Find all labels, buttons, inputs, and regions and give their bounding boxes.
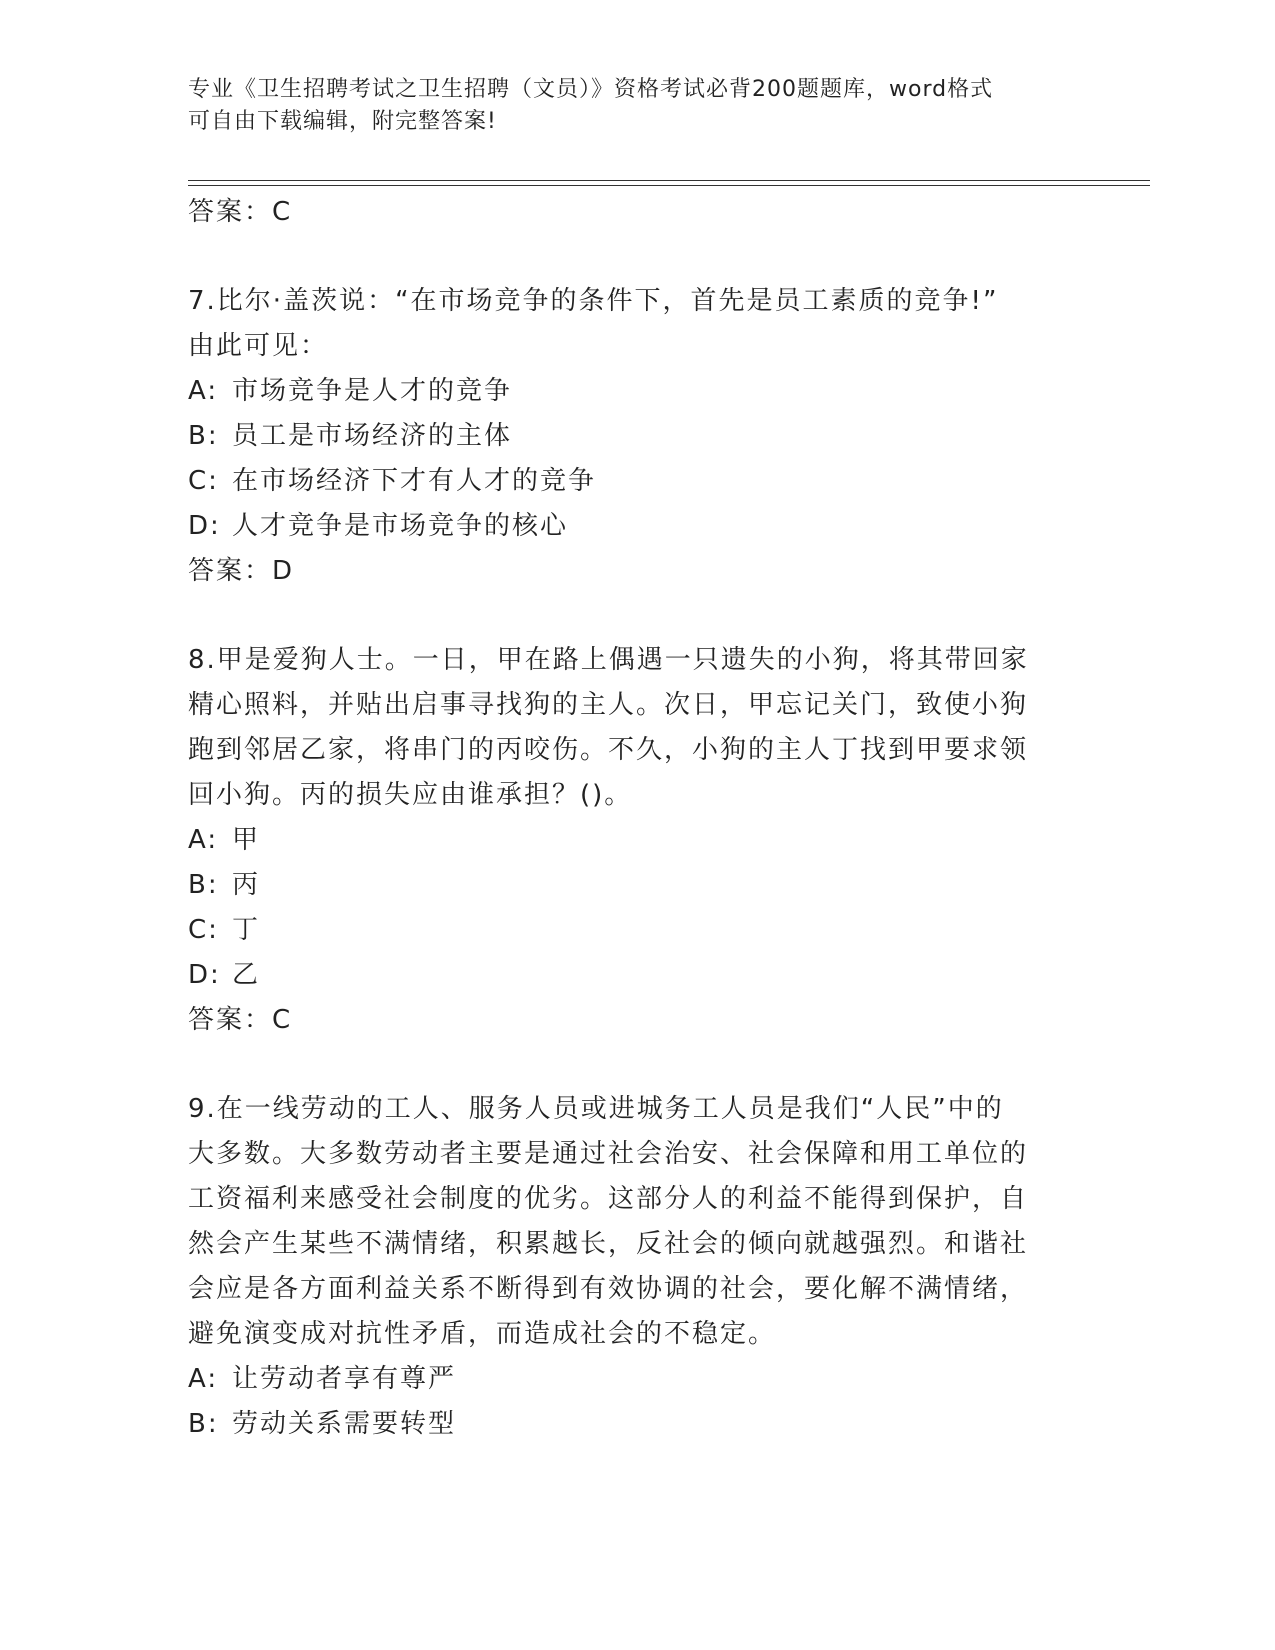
option-text: 劳动关系需要转型 bbox=[232, 1409, 457, 1439]
header-divider bbox=[188, 185, 1150, 186]
option-letter: B: bbox=[188, 870, 219, 900]
option-text: 人才竞争是市场竞争的核心 bbox=[232, 511, 569, 541]
option-text: 员工是市场经济的主体 bbox=[232, 421, 513, 451]
answer-line: 答案：C bbox=[188, 197, 293, 227]
option-text: 市场竞争是人才的竞争 bbox=[232, 376, 513, 406]
option-b bbox=[188, 414, 1088, 459]
option-letter: A: bbox=[188, 1364, 219, 1394]
answer-line: 答案：C bbox=[188, 1005, 293, 1035]
option-c bbox=[188, 459, 1088, 504]
option-a bbox=[188, 1357, 1088, 1402]
document-header bbox=[188, 74, 1068, 138]
option-d bbox=[188, 953, 1088, 998]
question-text-line: 会应是各方面利益关系不断得到有效协调的社会，要化解不满情绪， bbox=[188, 1274, 1029, 1304]
question-9 bbox=[188, 1087, 1088, 1447]
option-letter: C: bbox=[188, 466, 219, 496]
question-text-line: 9.在一线劳动的工人、服务人员或进城务工人员是我们“人民”中的 bbox=[188, 1094, 1004, 1124]
option-letter: D: bbox=[188, 511, 221, 541]
option-text: 丁 bbox=[232, 915, 261, 945]
header-divider bbox=[188, 180, 1150, 181]
option-text: 甲 bbox=[232, 825, 261, 855]
question-8 bbox=[188, 638, 1088, 1042]
answer-line: 答案：D bbox=[188, 556, 295, 586]
question-text-line: 避免演变成对抗性矛盾，而造成社会的不稳定。 bbox=[188, 1319, 777, 1349]
option-letter: D: bbox=[188, 960, 221, 990]
question-text-line: 然会产生某些不满情绪，积累越长，反社会的倾向就越强烈。和谐社 bbox=[188, 1229, 1029, 1259]
option-a bbox=[188, 818, 1088, 863]
document-body bbox=[188, 190, 1088, 1447]
option-text: 在市场经济下才有人才的竞争 bbox=[232, 466, 597, 496]
question-text-line: 工资福利来感受社会制度的优劣。这部分人的利益不能得到保护，自 bbox=[188, 1184, 1029, 1214]
option-b bbox=[188, 1402, 1088, 1447]
question-text-line: 大多数。大多数劳动者主要是通过社会治安、社会保障和用工单位的 bbox=[188, 1139, 1029, 1169]
option-d bbox=[188, 504, 1088, 549]
option-letter: A: bbox=[188, 825, 219, 855]
question-text-line: 7.比尔·盖茨说：“在市场竞争的条件下，首先是员工素质的竞争!” bbox=[188, 286, 999, 316]
option-text: 让劳动者享有尊严 bbox=[232, 1364, 457, 1394]
option-letter: C: bbox=[188, 915, 219, 945]
header-line: 可自由下载编辑，附完整答案! bbox=[188, 109, 497, 134]
question-text-line: 8.甲是爱狗人士。一日，甲在路上偶遇一只遗失的小狗，将其带回家 bbox=[188, 645, 1029, 675]
option-letter: B: bbox=[188, 421, 219, 451]
option-b bbox=[188, 863, 1088, 908]
option-text: 丙 bbox=[232, 870, 261, 900]
question-text-line: 精心照料，并贴出启事寻找狗的主人。次日，甲忘记关门，致使小狗 bbox=[188, 690, 1029, 720]
option-c bbox=[188, 908, 1088, 953]
question-text-line: 跑到邻居乙家，将串门的丙咬伤。不久，小狗的主人丁找到甲要求领 bbox=[188, 735, 1029, 765]
question-text-line: 由此可见： bbox=[188, 331, 329, 361]
option-letter: A: bbox=[188, 376, 219, 406]
option-a bbox=[188, 369, 1088, 414]
question-7 bbox=[188, 279, 1088, 593]
header-line: 专业《卫生招聘考试之卫生招聘（文员）》资格考试必背200题题库，word格式 bbox=[188, 77, 994, 102]
option-text: 乙 bbox=[232, 960, 261, 990]
option-letter: B: bbox=[188, 1409, 219, 1439]
question-text-line: 回小狗。丙的损失应由谁承担？()。 bbox=[188, 780, 633, 810]
